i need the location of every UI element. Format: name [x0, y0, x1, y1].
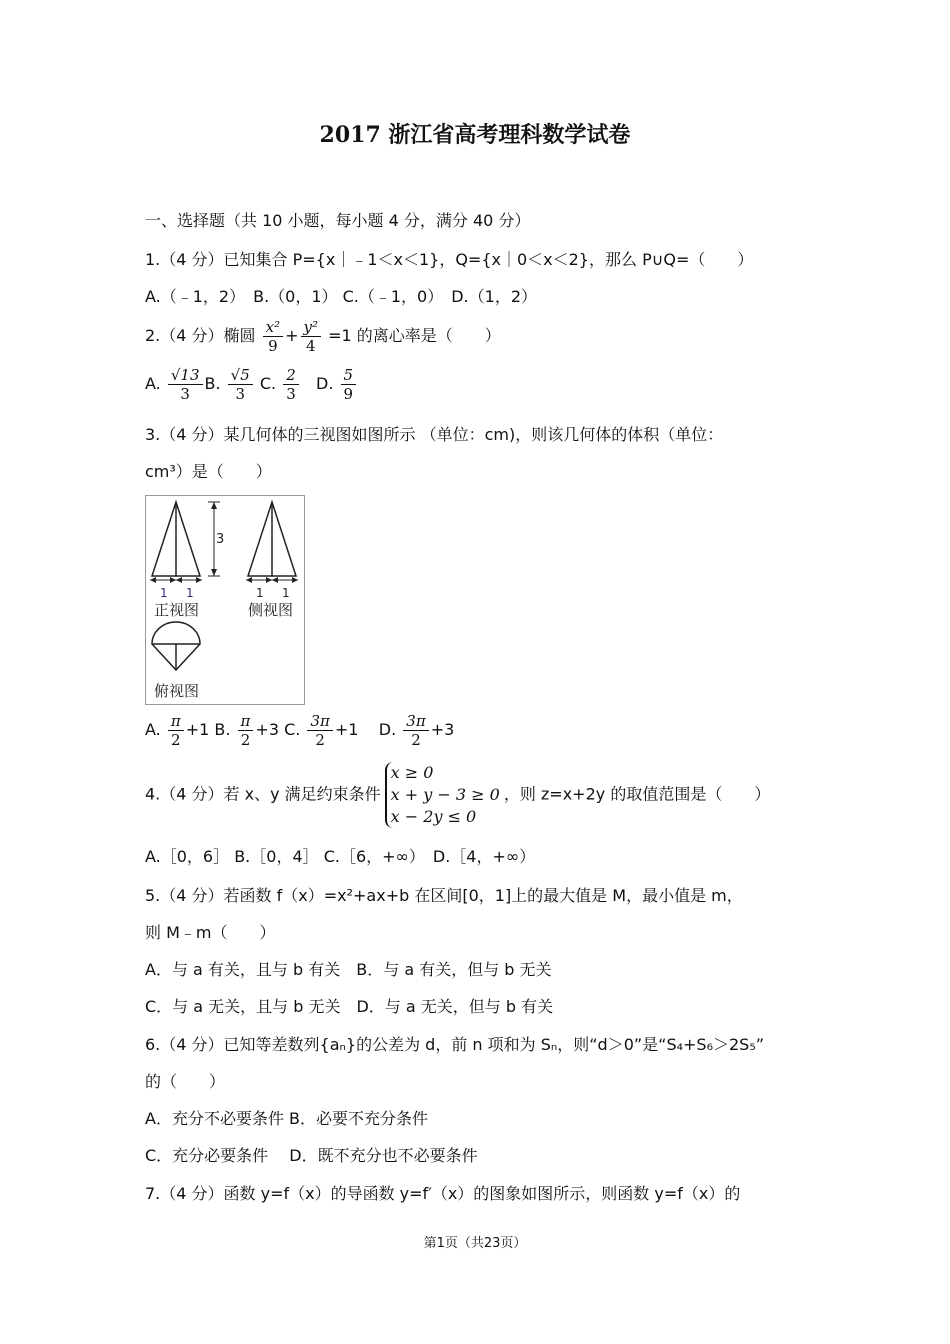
- q4-suffix: ，则 z=x+2y 的取值范围是（ ）: [503, 784, 771, 804]
- q3-c-frac: [307, 712, 332, 749]
- q2-b-num: √5: [228, 366, 253, 385]
- q2-frac-x-den: 9: [268, 337, 278, 355]
- q3-d-den: 2: [411, 731, 421, 749]
- q6-stem-line2: 的（ ）: [145, 1072, 226, 1091]
- q5-options-1: A．与 a 有关，且与 b 有关 B．与 a 有关，但与 b 无关: [145, 960, 552, 979]
- q7-stem-line1: 7.（4 分）函数 y=f（x）的导函数 y=f′（x）的图象如图所示，则函数 y=f（x）的: [145, 1184, 741, 1203]
- front-dim-arrow-right: [196, 577, 202, 583]
- q2-a-den: 3: [180, 385, 190, 403]
- front-dim-label-left: 1: [160, 586, 168, 600]
- q2-frac-y: [301, 318, 322, 355]
- q5-stem-line1: 5.（4 分）若函数 f（x）=x²+ax+b 在区间[0，1]上的最大值是 M，最小值是 m，: [145, 886, 743, 905]
- q2-c-num: 2: [283, 366, 299, 385]
- q4-constraint-2: x + y − 3 ≥ 0: [390, 785, 500, 804]
- q2-d-num: 5: [341, 366, 357, 385]
- q3-b-frac: [238, 712, 254, 749]
- q3-b-den: 2: [240, 731, 251, 749]
- side-dim-arrow-left: [246, 577, 252, 583]
- q2-options: [145, 366, 358, 403]
- q4-options: A.［0，6］ B.［0，4］ C.［6，+∞） D.［4，+∞）: [145, 847, 536, 866]
- q2-prefix: 2.（4 分）椭圆: [145, 326, 256, 345]
- q3-a-label: A.: [145, 720, 161, 739]
- side-view-label: 侧视图: [248, 601, 294, 619]
- q4-constraint-3: x − 2y ≤ 0: [390, 807, 477, 826]
- q4-prefix: 4.（4 分）若 x、y 满足约束条件: [145, 784, 381, 804]
- q3-b-label: B.: [214, 720, 231, 739]
- height-dim-arrow-top: [211, 502, 217, 509]
- q2-d-frac: [341, 366, 357, 403]
- q3-d-label: D.: [378, 720, 397, 739]
- q1-options: A.（﹣1，2） B.（0，1） C.（﹣1，0） D.（1，2）: [145, 287, 538, 306]
- q3-stem-line2: cm³）是（ ）: [145, 462, 272, 481]
- front-view-label: 正视图: [154, 601, 200, 619]
- q3-b-num: π: [238, 712, 254, 731]
- page-footer: 第1页（共23页）: [423, 1236, 527, 1251]
- three-view-drawing: [146, 496, 304, 704]
- q2-b-frac: [228, 366, 253, 403]
- three-view-figure: [145, 495, 305, 705]
- q3-c-label: C.: [284, 720, 301, 739]
- q3-b-tail: +3: [255, 720, 279, 739]
- q4-constraint-system: [385, 762, 500, 828]
- side-dim-label-left: 1: [256, 586, 264, 600]
- front-dim-arrow-mid-l: [170, 577, 176, 583]
- side-dim-arrow-mid-l: [266, 577, 272, 583]
- q2-suffix: =1 的离心率是（ ）: [328, 326, 501, 345]
- q3-d-tail: +3: [430, 720, 455, 739]
- top-view-label: 俯视图: [154, 682, 200, 700]
- q3-a-den: 2: [171, 731, 181, 749]
- q3-c-den: 2: [315, 731, 325, 749]
- q6-options-2: C．充分必要条件 D．既不充分也不必要条件: [145, 1146, 478, 1165]
- q2-d-label: D.: [316, 374, 334, 393]
- q4-stem: [145, 762, 770, 828]
- q2-frac-x-num: x²: [263, 318, 283, 337]
- q2-frac-y-num: y²: [301, 318, 322, 337]
- q4-constraint-1: x ≥ 0: [390, 763, 434, 782]
- q3-options: [145, 712, 454, 749]
- q3-d-frac: [403, 712, 428, 749]
- page-title: 2017 浙江省高考理科数学试卷: [319, 122, 631, 148]
- q3-stem-line1: 3.（4 分）某几何体的三视图如图所示 （单位：cm)，则该几何体的体积（单位：: [145, 425, 724, 444]
- q2-d-den: 9: [343, 385, 354, 403]
- q3-c-num: 3π: [307, 712, 332, 731]
- q3-d-num: 3π: [403, 712, 428, 731]
- q2-plus: +: [285, 326, 299, 345]
- side-dim-label-right: 1: [282, 586, 290, 600]
- q2-c-frac: [283, 366, 299, 403]
- section-heading: 一、选择题（共 10 小题，每小题 4 分，满分 40 分）: [145, 211, 531, 230]
- q2-a-label: A.: [145, 374, 161, 393]
- q3-a-frac: [168, 712, 184, 749]
- height-dim-label: 3: [216, 532, 225, 547]
- q3-a-tail: +1: [185, 720, 210, 739]
- q2-stem: [145, 318, 501, 355]
- q1-stem: 1.（4 分）已知集合 P={x｜﹣1＜x＜1}，Q={x｜0＜x＜2}，那么 P∪Q=（ ）: [145, 250, 754, 269]
- q6-stem-line1: 6.（4 分）已知等差数列{aₙ}的公差为 d，前 n 项和为 Sₙ，则“d＞0”是“S₄+S₆＞2S₅”: [145, 1035, 765, 1054]
- q2-frac-y-den: 4: [306, 337, 316, 355]
- q3-c-tail: +1: [334, 720, 359, 739]
- q2-c-den: 3: [286, 385, 296, 403]
- q2-a-num: √13: [168, 366, 203, 385]
- q6-options-1: A．充分不必要条件 B．必要不充分条件: [145, 1109, 429, 1128]
- q5-stem-line2: 则 M﹣m（ ）: [145, 923, 276, 942]
- side-dim-arrow-mid-r: [272, 577, 278, 583]
- top-view-semicircle: [152, 622, 200, 644]
- q5-options-2: C．与 a 无关，且与 b 无关 D．与 a 无关，但与 b 有关: [145, 997, 554, 1016]
- q2-a-frac: [168, 366, 203, 403]
- q2-frac-x: [263, 318, 283, 355]
- q2-c-label: C.: [259, 374, 277, 393]
- side-dim-arrow-right: [292, 577, 298, 583]
- front-dim-arrow-mid-r: [176, 577, 182, 583]
- q2-b-label: B.: [204, 374, 221, 393]
- q3-a-num: π: [168, 712, 184, 731]
- q2-b-den: 3: [235, 385, 245, 403]
- front-dim-arrow-left: [150, 577, 156, 583]
- height-dim-arrow-bottom: [211, 569, 217, 576]
- front-dim-label-right: 1: [186, 586, 194, 600]
